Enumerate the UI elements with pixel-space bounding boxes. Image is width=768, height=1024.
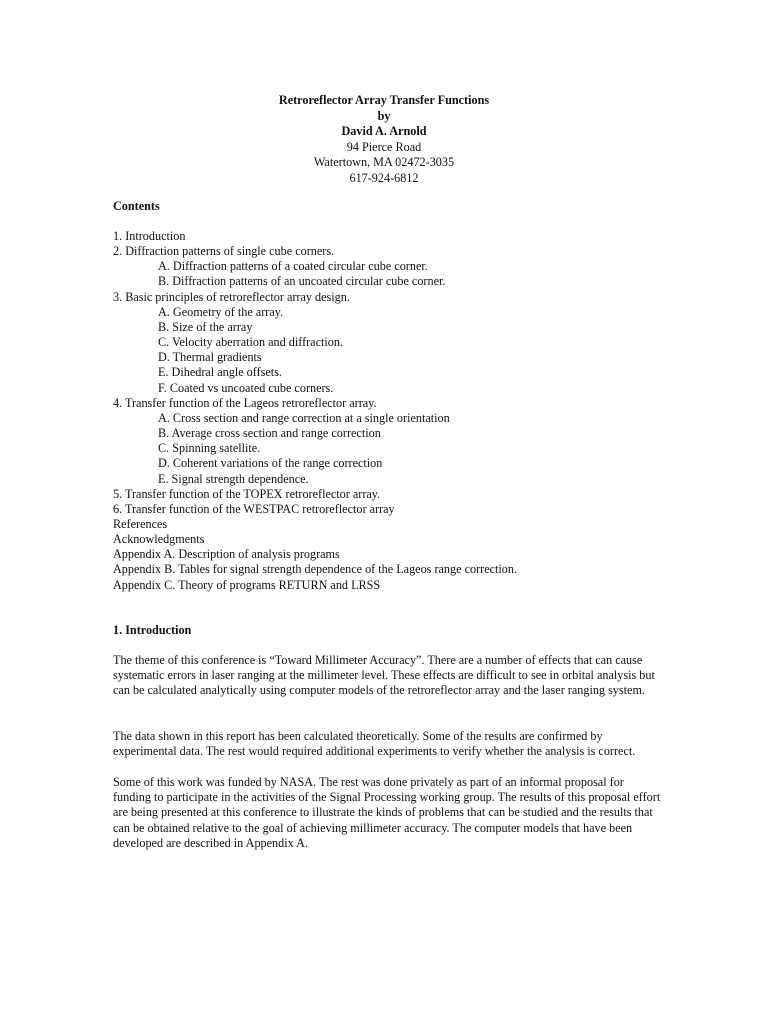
toc-item: 6. Transfer function of the WESTPAC retroreflector array	[113, 501, 395, 516]
toc-subitem: F. Coated vs uncoated cube corners.	[158, 380, 334, 395]
table-of-contents	[113, 229, 713, 593]
document-title: Retroreflector Array Transfer Functions	[278, 93, 490, 107]
toc-subitem: A. Cross section and range correction at a single orientation	[158, 410, 450, 425]
intro-paragraph-1: The theme of this conference is “Toward Millimeter Accuracy”. There are a number of effects that can cause systematic errors in laser ranging at the millimeter level. These effects are difficult to see in orbital analysis but can be calculated analytically using computer models of the retroreflector array and the laser ranging system.	[113, 653, 655, 698]
toc-item: 4. Transfer function of the Lageos retroreflector array.	[113, 395, 377, 410]
toc-item: 3. Basic principles of retroreflector array design.	[113, 289, 350, 304]
address-city: Watertown, MA 02472-3035	[313, 155, 455, 170]
section-heading-introduction: 1. Introduction	[113, 623, 192, 637]
toc-item: 2. Diffraction patterns of single cube corners.	[113, 244, 335, 259]
toc-subitem: A. Geometry of the array.	[158, 304, 284, 319]
toc-item: Acknowledgments	[113, 532, 205, 547]
document-header	[0, 93, 768, 187]
toc-subitem: B. Size of the array	[158, 319, 253, 334]
intro-paragraph-3: Some of this work was funded by NASA. The rest was done privately as part of an informal proposal for funding to participate in the activities of the Signal Processing working group. The results of this proposal effort are being presented at this conference to illustrate the kinds of problems that can be studied and the results that can be obtained relative to the goal of achieving millimeter accuracy. The computer models that have been developed are described in Appendix A.	[113, 775, 661, 850]
toc-item: 5. Transfer function of the TOPEX retroreflector array.	[113, 486, 381, 501]
toc-item: Appendix B. Tables for signal strength dependence of the Lageos range correction.	[113, 562, 518, 577]
toc-subitem: B. Average cross section and range correction	[158, 426, 381, 441]
toc-subitem: A. Diffraction patterns of a coated circular cube corner.	[158, 259, 428, 274]
address-street: 94 Pierce Road	[346, 139, 422, 154]
byline-by: by	[377, 108, 391, 123]
toc-subitem: B. Diffraction patterns of an uncoated circular cube corner.	[158, 274, 446, 289]
toc-subitem: C. Velocity aberration and diffraction.	[158, 335, 344, 350]
toc-subitem: C. Spinning satellite.	[158, 441, 261, 456]
contents-heading: Contents	[113, 199, 160, 213]
toc-subitem: D. Coherent variations of the range correction	[158, 456, 383, 471]
intro-paragraph-2: The data shown in this report has been calculated theoretically. Some of the results are confirmed by experimental data. The rest would required additional experiments to verify whether the analysis is correct.	[113, 729, 636, 759]
toc-item: 1. Introduction	[113, 229, 186, 243]
phone-number: 617-924-6812	[349, 170, 419, 185]
toc-subitem: E. Signal strength dependence.	[158, 471, 309, 486]
toc-subitem: D. Thermal gradients	[158, 350, 262, 365]
author-name: David A. Arnold	[341, 124, 427, 139]
toc-item: Appendix C. Theory of programs RETURN and LRSS	[113, 577, 381, 592]
toc-item: Appendix A. Description of analysis programs	[113, 547, 340, 562]
toc-item: References	[113, 516, 168, 531]
toc-subitem: E. Dihedral angle offsets.	[158, 365, 282, 380]
